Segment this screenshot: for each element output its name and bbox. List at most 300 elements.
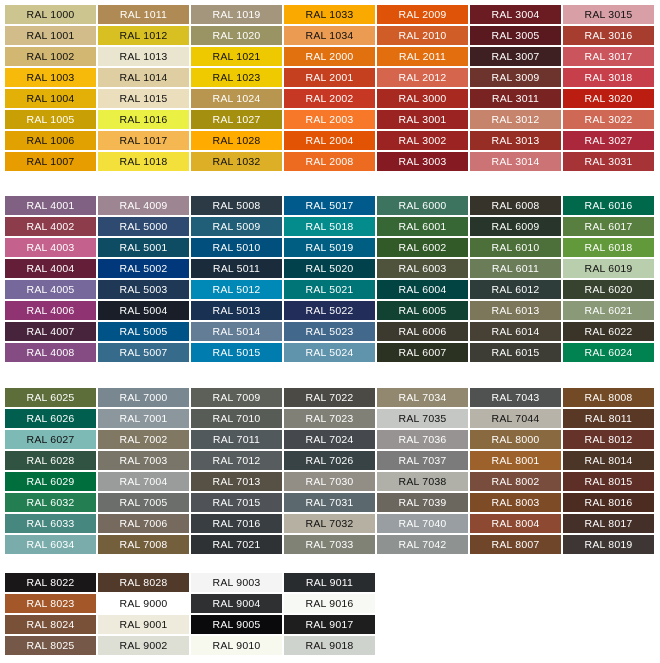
color-swatch-ral-6022: [563, 322, 654, 341]
color-swatch-ral-2012: [377, 68, 468, 87]
color-swatch-ral-3011: [470, 89, 561, 108]
color-swatch-ral-5009: [191, 217, 282, 236]
swatch-label: RAL 3001: [398, 113, 447, 126]
swatch-label: RAL 3017: [584, 50, 633, 63]
swatch-label: RAL 5000: [119, 220, 168, 233]
swatch-label: RAL 1014: [119, 71, 168, 84]
swatch-label: RAL 3004: [491, 8, 540, 21]
swatch-label: RAL 6027: [26, 433, 75, 446]
swatch-label: RAL 5017: [305, 199, 354, 212]
swatch-label: RAL 1003: [26, 71, 75, 84]
color-swatch-ral-7001: [98, 409, 189, 428]
swatch-label: RAL 3031: [584, 155, 633, 168]
color-swatch-ral-8001: [470, 451, 561, 470]
swatch-label: RAL 2008: [305, 155, 354, 168]
swatch-label: RAL 9001: [119, 618, 168, 631]
color-swatch-ral-8003: [470, 493, 561, 512]
color-swatch-ral-5021: [284, 280, 375, 299]
swatch-label: RAL 5022: [305, 304, 354, 317]
swatch-label: RAL 3011: [491, 92, 540, 105]
swatch-label: RAL 7015: [212, 496, 261, 509]
swatch-label: RAL 7035: [398, 412, 447, 425]
color-swatch-ral-7033: [284, 535, 375, 554]
color-swatch-ral-7039: [377, 493, 468, 512]
swatch-label: RAL 8004: [491, 517, 540, 530]
swatch-label: RAL 9011: [305, 576, 354, 589]
color-swatch-ral-6004: [377, 280, 468, 299]
color-swatch-ral-5022: [284, 301, 375, 320]
swatch-label: RAL 5011: [212, 262, 261, 275]
color-swatch-ral-7015: [191, 493, 282, 512]
swatch-label: RAL 6026: [26, 412, 75, 425]
color-swatch-ral-8016: [563, 493, 654, 512]
swatch-label: RAL 1005: [26, 113, 75, 126]
swatch-label: RAL 7021: [212, 538, 261, 551]
swatch-label: RAL 7026: [305, 454, 354, 467]
color-swatch-ral-1006: [5, 131, 96, 150]
color-swatch-ral-6024: [563, 343, 654, 362]
swatch-label: RAL 9000: [119, 597, 168, 610]
swatch-label: RAL 7031: [305, 496, 354, 509]
swatch-label: RAL 5002: [119, 262, 168, 275]
color-swatch-ral-6002: [377, 238, 468, 257]
swatch-label: RAL 3003: [398, 155, 447, 168]
swatch-label: RAL 6034: [26, 538, 75, 551]
swatch-label: RAL 1004: [26, 92, 75, 105]
color-swatch-ral-8008: [563, 388, 654, 407]
color-swatch-ral-1033: [284, 5, 375, 24]
swatch-label: RAL 1033: [305, 8, 354, 21]
swatch-label: RAL 9018: [305, 639, 354, 652]
swatch-label: RAL 8015: [584, 475, 633, 488]
swatch-label: RAL 3018: [584, 71, 633, 84]
color-swatch-ral-7040: [377, 514, 468, 533]
color-swatch-ral-7011: [191, 430, 282, 449]
swatch-label: RAL 9010: [212, 639, 261, 652]
color-swatch-ral-6029: [5, 472, 96, 491]
color-swatch-ral-4001: [5, 196, 96, 215]
color-swatch-ral-1021: [191, 47, 282, 66]
swatch-label: RAL 2012: [398, 71, 447, 84]
swatch-label: RAL 8008: [584, 391, 633, 404]
color-swatch-ral-7002: [98, 430, 189, 449]
color-swatch-ral-6027: [5, 430, 96, 449]
color-swatch-ral-8011: [563, 409, 654, 428]
swatch-label: RAL 7044: [491, 412, 540, 425]
color-swatch-ral-1020: [191, 26, 282, 45]
color-swatch-ral-6005: [377, 301, 468, 320]
swatch-label: RAL 1011: [119, 8, 168, 21]
color-swatch-ral-3005: [470, 26, 561, 45]
swatch-label: RAL 2001: [305, 71, 354, 84]
color-swatch-ral-8019: [563, 535, 654, 554]
color-swatch-ral-7003: [98, 451, 189, 470]
swatch-label: RAL 7024: [305, 433, 354, 446]
color-swatch-ral-6018: [563, 238, 654, 257]
color-swatch-ral-5017: [284, 196, 375, 215]
swatch-label: RAL 7037: [398, 454, 447, 467]
swatch-label: RAL 7043: [491, 391, 540, 404]
color-swatch-ral-5024: [284, 343, 375, 362]
color-swatch-ral-7006: [98, 514, 189, 533]
color-swatch-ral-8022: [5, 573, 96, 592]
color-swatch-ral-3013: [470, 131, 561, 150]
color-swatch-ral-3003: [377, 152, 468, 171]
color-swatch-ral-7008: [98, 535, 189, 554]
color-swatch-ral-8014: [563, 451, 654, 470]
swatch-label: RAL 7008: [119, 538, 168, 551]
swatch-label: RAL 7006: [119, 517, 168, 530]
color-swatch-ral-6014: [470, 322, 561, 341]
swatch-label: RAL 3016: [584, 29, 633, 42]
color-swatch-ral-6012: [470, 280, 561, 299]
swatch-label: RAL 1000: [26, 8, 75, 21]
color-swatch-ral-6020: [563, 280, 654, 299]
swatch-label: RAL 6000: [398, 199, 447, 212]
color-swatch-ral-1004: [5, 89, 96, 108]
swatch-label: RAL 4004: [26, 262, 75, 275]
color-swatch-ral-9016: [284, 594, 375, 613]
swatch-label: RAL 1017: [119, 134, 168, 147]
swatch-label: RAL 1002: [26, 50, 75, 63]
swatch-label: RAL 6020: [584, 283, 633, 296]
swatch-label: RAL 4005: [26, 283, 75, 296]
color-swatch-ral-9010: [191, 636, 282, 655]
color-swatch-ral-5008: [191, 196, 282, 215]
swatch-label: RAL 6018: [584, 241, 633, 254]
swatch-label: RAL 3014: [491, 155, 540, 168]
color-swatch-ral-8015: [563, 472, 654, 491]
color-swatch-ral-3015: [563, 5, 654, 24]
color-swatch-ral-7009: [191, 388, 282, 407]
color-swatch-ral-3014: [470, 152, 561, 171]
swatch-label: RAL 5014: [212, 325, 261, 338]
swatch-label: RAL 8025: [26, 639, 75, 652]
color-swatch-ral-6001: [377, 217, 468, 236]
swatch-label: RAL 6009: [491, 220, 540, 233]
swatch-label: RAL 9005: [212, 618, 261, 631]
color-swatch-ral-7037: [377, 451, 468, 470]
color-swatch-ral-8000: [470, 430, 561, 449]
color-swatch-ral-8023: [5, 594, 96, 613]
color-swatch-ral-7032: [284, 514, 375, 533]
swatch-label: RAL 3000: [398, 92, 447, 105]
swatch-label: RAL 1013: [119, 50, 168, 63]
color-swatch-ral-9004: [191, 594, 282, 613]
color-swatch-ral-5001: [98, 238, 189, 257]
swatch-label: RAL 7003: [119, 454, 168, 467]
color-swatch-ral-3012: [470, 110, 561, 129]
color-swatch-ral-8025: [5, 636, 96, 655]
swatch-label: RAL 8017: [584, 517, 633, 530]
color-swatch-ral-6011: [470, 259, 561, 278]
swatch-label: RAL 1027: [212, 113, 261, 126]
swatch-label: RAL 7004: [119, 475, 168, 488]
swatch-label: RAL 1028: [212, 134, 261, 147]
swatch-label: RAL 4001: [26, 199, 75, 212]
color-swatch-ral-7022: [284, 388, 375, 407]
color-swatch-ral-8028: [98, 573, 189, 592]
color-swatch-ral-4005: [5, 280, 96, 299]
color-swatch-ral-3031: [563, 152, 654, 171]
color-swatch-ral-1001: [5, 26, 96, 45]
color-swatch-ral-3004: [470, 5, 561, 24]
swatch-label: RAL 7033: [305, 538, 354, 551]
swatch-label: RAL 6025: [26, 391, 75, 404]
color-swatch-ral-5019: [284, 238, 375, 257]
swatch-label: RAL 7039: [398, 496, 447, 509]
color-swatch-ral-6016: [563, 196, 654, 215]
swatch-label: RAL 5004: [119, 304, 168, 317]
color-swatch-ral-4009: [98, 196, 189, 215]
color-swatch-ral-7026: [284, 451, 375, 470]
swatch-label: RAL 3013: [491, 134, 540, 147]
swatch-label: RAL 6012: [491, 283, 540, 296]
swatch-label: RAL 6005: [398, 304, 447, 317]
swatch-label: RAL 7034: [398, 391, 447, 404]
color-swatch-ral-1015: [98, 89, 189, 108]
swatch-label: RAL 1001: [26, 29, 75, 42]
swatch-label: RAL 7002: [119, 433, 168, 446]
swatch-label: RAL 4006: [26, 304, 75, 317]
color-swatch-ral-2010: [377, 26, 468, 45]
swatch-label: RAL 2003: [305, 113, 354, 126]
swatch-label: RAL 5005: [119, 325, 168, 338]
swatch-label: RAL 8024: [26, 618, 75, 631]
color-swatch-ral-3009: [470, 68, 561, 87]
swatch-label: RAL 6015: [491, 346, 540, 359]
swatch-label: RAL 5020: [305, 262, 354, 275]
swatch-label: RAL 8003: [491, 496, 540, 509]
color-swatch-ral-6010: [470, 238, 561, 257]
color-swatch-ral-6003: [377, 259, 468, 278]
color-swatch-ral-6013: [470, 301, 561, 320]
swatch-label: RAL 3002: [398, 134, 447, 147]
swatch-label: RAL 4002: [26, 220, 75, 233]
color-swatch-ral-6019: [563, 259, 654, 278]
color-swatch-ral-5007: [98, 343, 189, 362]
swatch-label: RAL 7013: [212, 475, 261, 488]
color-swatch-ral-1028: [191, 131, 282, 150]
color-swatch-ral-5012: [191, 280, 282, 299]
color-swatch-ral-7036: [377, 430, 468, 449]
color-swatch-ral-9001: [98, 615, 189, 634]
color-swatch-ral-9018: [284, 636, 375, 655]
swatch-label: RAL 8023: [26, 597, 75, 610]
color-swatch-ral-6032: [5, 493, 96, 512]
swatch-label: RAL 1032: [212, 155, 261, 168]
swatch-label: RAL 6033: [26, 517, 75, 530]
swatch-label: RAL 6022: [584, 325, 633, 338]
swatch-label: RAL 8001: [491, 454, 540, 467]
swatch-label: RAL 5012: [212, 283, 261, 296]
color-swatch-ral-1003: [5, 68, 96, 87]
color-swatch-ral-1018: [98, 152, 189, 171]
color-swatch-ral-2004: [284, 131, 375, 150]
swatch-label: RAL 3015: [584, 8, 633, 21]
color-swatch-ral-5015: [191, 343, 282, 362]
swatch-label: RAL 1012: [119, 29, 168, 42]
swatch-label: RAL 1019: [212, 8, 261, 21]
swatch-label: RAL 6021: [584, 304, 633, 317]
color-swatch-ral-5013: [191, 301, 282, 320]
swatch-label: RAL 4008: [26, 346, 75, 359]
color-swatch-ral-1032: [191, 152, 282, 171]
color-swatch-ral-6028: [5, 451, 96, 470]
swatch-label: RAL 6024: [584, 346, 633, 359]
color-swatch-ral-7004: [98, 472, 189, 491]
color-swatch-ral-7035: [377, 409, 468, 428]
color-swatch-ral-3007: [470, 47, 561, 66]
color-swatch-ral-6009: [470, 217, 561, 236]
swatch-label: RAL 9004: [212, 597, 261, 610]
color-swatch-ral-8012: [563, 430, 654, 449]
swatch-label: RAL 7005: [119, 496, 168, 509]
swatch-label: RAL 7022: [305, 391, 354, 404]
color-swatch-ral-1027: [191, 110, 282, 129]
color-swatch-ral-3000: [377, 89, 468, 108]
color-swatch-ral-5003: [98, 280, 189, 299]
swatch-label: RAL 3027: [584, 134, 633, 147]
swatch-label: RAL 6013: [491, 304, 540, 317]
color-swatch-ral-5020: [284, 259, 375, 278]
swatch-label: RAL 7009: [212, 391, 261, 404]
swatch-label: RAL 4003: [26, 241, 75, 254]
color-swatch-ral-1017: [98, 131, 189, 150]
swatch-label: RAL 6032: [26, 496, 75, 509]
swatch-label: RAL 5010: [212, 241, 261, 254]
color-swatch-ral-1034: [284, 26, 375, 45]
color-swatch-ral-5004: [98, 301, 189, 320]
swatch-label: RAL 8012: [584, 433, 633, 446]
swatch-label: RAL 7016: [212, 517, 261, 530]
swatch-label: RAL 4007: [26, 325, 75, 338]
color-swatch-ral-9003: [191, 573, 282, 592]
color-swatch-ral-3001: [377, 110, 468, 129]
color-swatch-ral-1024: [191, 89, 282, 108]
swatch-label: RAL 3005: [491, 29, 540, 42]
color-swatch-ral-7000: [98, 388, 189, 407]
swatch-label: RAL 1020: [212, 29, 261, 42]
swatch-label: RAL 1015: [119, 92, 168, 105]
color-swatch-ral-7016: [191, 514, 282, 533]
swatch-label: RAL 1023: [212, 71, 261, 84]
color-swatch-ral-3027: [563, 131, 654, 150]
color-swatch-ral-6017: [563, 217, 654, 236]
color-swatch-ral-2008: [284, 152, 375, 171]
swatch-label: RAL 4009: [119, 199, 168, 212]
color-swatch-ral-7030: [284, 472, 375, 491]
color-swatch-ral-4003: [5, 238, 96, 257]
swatch-label: RAL 7012: [212, 454, 261, 467]
color-swatch-ral-7024: [284, 430, 375, 449]
color-swatch-ral-7023: [284, 409, 375, 428]
color-swatch-ral-8007: [470, 535, 561, 554]
swatch-label: RAL 5021: [305, 283, 354, 296]
swatch-label: RAL 6014: [491, 325, 540, 338]
color-swatch-ral-4002: [5, 217, 96, 236]
color-swatch-ral-1014: [98, 68, 189, 87]
swatch-label: RAL 7040: [398, 517, 447, 530]
swatch-label: RAL 6003: [398, 262, 447, 275]
color-swatch-ral-8024: [5, 615, 96, 634]
color-swatch-ral-7038: [377, 472, 468, 491]
color-swatch-ral-9002: [98, 636, 189, 655]
color-swatch-ral-4006: [5, 301, 96, 320]
swatch-label: RAL 7011: [212, 433, 261, 446]
swatch-label: RAL 1018: [119, 155, 168, 168]
swatch-label: RAL 6017: [584, 220, 633, 233]
color-swatch-ral-1007: [5, 152, 96, 171]
color-swatch-ral-7021: [191, 535, 282, 554]
color-swatch-ral-4007: [5, 322, 96, 341]
swatch-label: RAL 5024: [305, 346, 354, 359]
color-swatch-ral-2002: [284, 89, 375, 108]
color-swatch-ral-5010: [191, 238, 282, 257]
swatch-label: RAL 2002: [305, 92, 354, 105]
swatch-label: RAL 2000: [305, 50, 354, 63]
color-swatch-ral-9000: [98, 594, 189, 613]
swatch-label: RAL 8002: [491, 475, 540, 488]
swatch-label: RAL 8019: [584, 538, 633, 551]
color-swatch-ral-3017: [563, 47, 654, 66]
swatch-label: RAL 5003: [119, 283, 168, 296]
color-swatch-ral-3002: [377, 131, 468, 150]
swatch-label: RAL 5009: [212, 220, 261, 233]
color-swatch-ral-3020: [563, 89, 654, 108]
swatch-label: RAL 6002: [398, 241, 447, 254]
color-swatch-ral-6008: [470, 196, 561, 215]
swatch-label: RAL 9017: [305, 618, 354, 631]
swatch-label: RAL 1024: [212, 92, 261, 105]
swatch-label: RAL 5013: [212, 304, 261, 317]
swatch-label: RAL 9003: [212, 576, 261, 589]
color-swatch-ral-6021: [563, 301, 654, 320]
color-swatch-ral-3016: [563, 26, 654, 45]
color-swatch-ral-1012: [98, 26, 189, 45]
swatch-label: RAL 6029: [26, 475, 75, 488]
swatch-label: RAL 8022: [26, 576, 75, 589]
swatch-label: RAL 7042: [398, 538, 447, 551]
swatch-label: RAL 6019: [584, 262, 633, 275]
color-swatch-ral-2000: [284, 47, 375, 66]
swatch-label: RAL 3022: [584, 113, 633, 126]
swatch-label: RAL 6016: [584, 199, 633, 212]
swatch-label: RAL 7001: [119, 412, 168, 425]
color-swatch-ral-8017: [563, 514, 654, 533]
color-swatch-ral-5002: [98, 259, 189, 278]
color-swatch-ral-9011: [284, 573, 375, 592]
color-swatch-ral-1023: [191, 68, 282, 87]
swatch-label: RAL 2009: [398, 8, 447, 21]
color-swatch-ral-5014: [191, 322, 282, 341]
swatch-label: RAL 6006: [398, 325, 447, 338]
color-swatch-ral-6006: [377, 322, 468, 341]
swatch-label: RAL 5015: [212, 346, 261, 359]
swatch-label: RAL 3020: [584, 92, 633, 105]
color-swatch-ral-1000: [5, 5, 96, 24]
color-swatch-ral-6007: [377, 343, 468, 362]
color-swatch-ral-2009: [377, 5, 468, 24]
swatch-label: RAL 1007: [26, 155, 75, 168]
color-swatch-ral-1002: [5, 47, 96, 66]
color-swatch-ral-6025: [5, 388, 96, 407]
color-swatch-ral-2011: [377, 47, 468, 66]
color-swatch-ral-5023: [284, 322, 375, 341]
swatch-label: RAL 6001: [398, 220, 447, 233]
swatch-label: RAL 7030: [305, 475, 354, 488]
color-swatch-ral-1013: [98, 47, 189, 66]
